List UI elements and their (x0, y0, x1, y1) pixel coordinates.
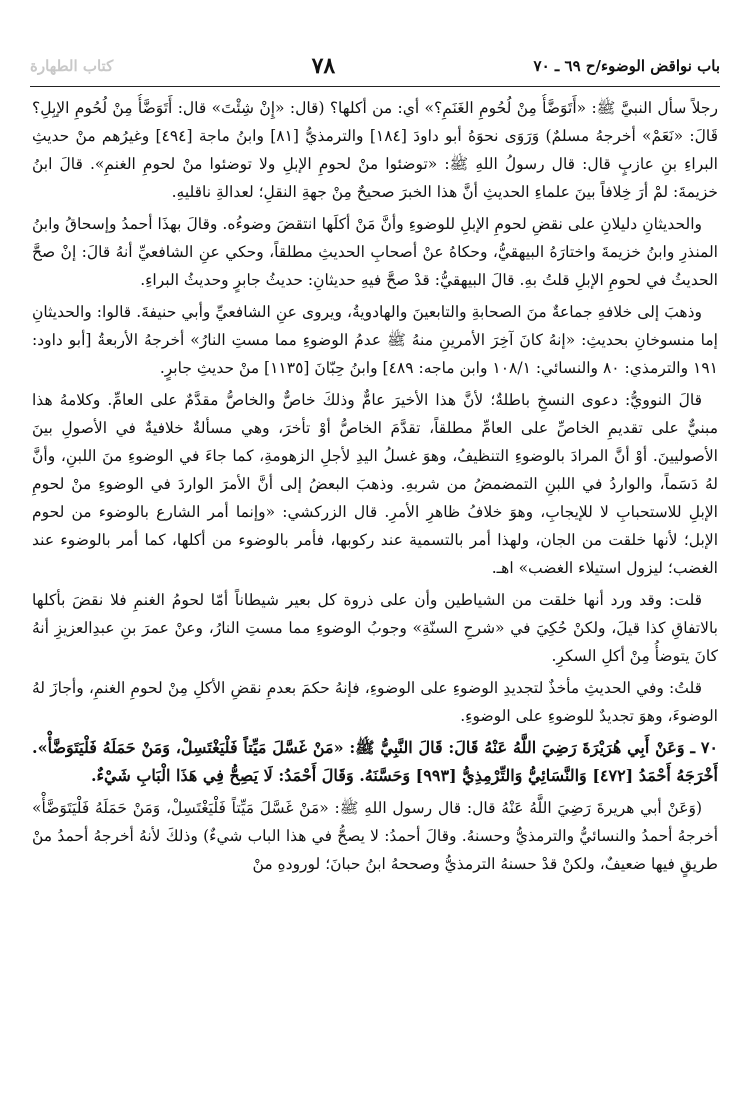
hadith-text: ٧٠ ـ وَعَنْ أَبِي هُرَيْرَةَ رَضِيَ اللَّهُ عَنْهُ قَالَ: قَالَ النَّبِيُّ ﷺ: «مَنْ غَسَّلَ مَيِّتاً فَلْيَغْتَسِلْ، وَمَنْ حَمَلَهُ فَلْيَتَوَضَّأْ». أَخْرَجَهُ أَحْمَدُ [٤٧٢] وَالنَّسَائِيُّ وَالتِّرْمِذِيُّ [٩٩٣] وَحَسَّنَهُ. وَقَالَ أَحْمَدُ: لَا يَصِحُّ فِي هَذَا الْبَابِ شَيْءٌ. (32, 738, 718, 785)
paragraph: قلت: وقد ورد أنها خلقت من الشياطين وأن على ذروة كل بعير شيطاناً أمّا لحومُ الغنمِ فلا نقضَ بأكلها بالاتفاقِ كذا قيلَ، ولكنْ حُكِيَ في «شرحِ السنّةِ» وجوبُ الوضوءِ مما مستِ النارُ، وعنْ عمرَ بنِ عبدِالعزيزِ أنهُ كانَ يتوضأُ مِنْ أكلِ السكرِ. (32, 591, 718, 665)
book-title: كتاب الطهارة (30, 57, 114, 75)
paragraph: قالَ النوويُّ: دعوى النسخِ باطلةٌ؛ لأنَّ هذا الأخيرَ عامٌّ وذلكَ خاصٌّ والخاصُّ مقدَّمٌ على العامِّ. وكلامهُ هذا مبنيٌّ على تقديمِ الخاصِّ على العامِّ مطلقاً، تقدَّمَ الخاصُّ أوْ تأخرَ، وهي مسألةٌ خلافيةٌ في الأصولِ بينَ الأصوليينَ. أوْ أنَّ المرادَ بالوضوءِ التنظيفُ، وهوَ غسلُ اليدِ لأجلِ الزهومةِ، كما جاءَ في الوضوءِ منَ اللبنِ، وأنَّ لهُ دَسَماً، والواردُ في اللبنِ التمضمضُ من شربهِ. وذهبَ البعضُ إلى أنَّ الأمرَ الواردَ في الوضوءِ منْ لحومِ الإبلِ للاستحبابِ لا للإيجابِ، وهوَ خلافُ ظاهرِ الأمرِ. قال الزركشي: «وإنما أمر الشارع بالوضوء من لحوم الإبل؛ لأنها خلقت من الجان، ولهذا أمر بالتسمية عند ركوبها، فأمر بالوضوء من أكلها، كما أمر بالوضوء عند الغضب؛ ليزول استيلاء الغضب» اهـ. (32, 391, 718, 577)
paragraph: رجلاً سأل النبيَّ ﷺ: «أَتَوَضَّأُ مِنْ لُحُومِ الغَنَمِ؟» أي: من أكلها؟ (قال: «إِنْ شِئْتَ» قال: أَتَوَضَّأُ مِنْ لُحُومِ الإبِلِ؟ قَالَ: «نَعَمْ» أخرجهُ مسلمٌ) وَرَوَى نحوَهُ أبو داودَ [١٨٤] والترمذيُّ [٨١] وابنُ ماجة [٤٩٤] وغيرُهم منْ حديثِ البراءِ بنِ عازبٍ قال: قال رسولُ اللهِ ﷺ: «توضئوا منْ لحومِ الإبلِ ولا توضئوا منْ لحومِ الغنمِ». قالَ ابنُ خزيمةَ: لمْ أرَ خِلافاً بينَ علماءِ الحديثِ أنَّ هذا الخبرَ صحيحٌ مِنْ جهةِ النقلِ؛ لعدالةِ ناقليهِ. (32, 99, 718, 201)
page-number: ٧٨ (311, 53, 336, 79)
paragraph: قلتُ: وفي الحديثِ مأخذٌ لتجديدِ الوضوءِ على الوضوءِ، فإنهُ حكمَ بعدمِ نقضِ الأكلِ مِنْ لحومِ الغنمِ، وأجازَ لهُ الوضوءَ، وهوَ تجديدٌ للوضوءِ على الوضوءِ. (32, 679, 718, 725)
page-header (30, 46, 720, 87)
paragraph: (وَعَنْ أبي هريرةَ رَضِيَ اللَّهُ عَنْهُ قال: قال رسول اللهِ ﷺ: «مَنْ غَسَّلَ مَيِّتاً فَلْيَغْتَسِلْ، وَمَنْ حَمَلَهُ فَلْيَتَوَضَّأْ» أخرجهُ أحمدُ والنسائيُّ والترمذيُّ وحسنهُ. وقالَ أحمدُ: لا يصحُّ في هذا الباب شيءٌ) وذلكَ لأنهُ أخرجهُ أحمدُ منْ طريقٍ فيها ضعيفٌ، ولكنْ قدْ حسنهُ الترمذيُّ وصححهُ ابنُ حبانَ؛ لورودهِ منْ (32, 799, 718, 873)
paragraph: وذهبَ إلى خلافهِ جماعةٌ منَ الصحابةِ والتابعينَ والهادويةُ، ويروى عنِ الشافعيِّ وأبي حنيفةَ. قالوا: والحديثانِ إما منسوخانِ بحديثِ: «إنهُ كانَ آخِرَ الأمرينِ منهُ ﷺ عدمُ الوضوءِ مما مستِ النارُ» أخرجهُ الأربعةُ [أبو داود: ١٩١ والترمذي: ٨٠ والنسائي: ١٠٨/١ وابن ماجه: ٤٨٩] وابنُ حِبّانَ [١١٣٥] منْ حديثِ جابرٍ. (32, 303, 718, 377)
paragraph: والحديثانِ دليلانِ على نقضِ لحومِ الإبلِ للوضوءِ وأنَّ مَنْ أكلَها انتقضَ وضوءُه. وقالَ بهذَا أحمدُ وإسحاقُ وابنُ المنذرِ وابنُ خزيمةَ واختارَهُ البيهقيُّ، وحكاهُ عنْ أصحابِ الحديثِ مطلقاً، وحكي عنِ الشافعيِّ أنهُ قالَ: إنْ صحَّ الحديثُ في لحومِ الإبلِ قلتُ بهِ. قالَ البيهقيُّ: قدْ صحَّ فيهِ حديثانِ: حديثُ جابرٍ وحديثُ البراءِ. (32, 215, 718, 289)
chapter-title: باب نواقض الوضوء/ح ٦٩ ـ ٧٠ (533, 57, 720, 75)
page-body (32, 94, 718, 1100)
